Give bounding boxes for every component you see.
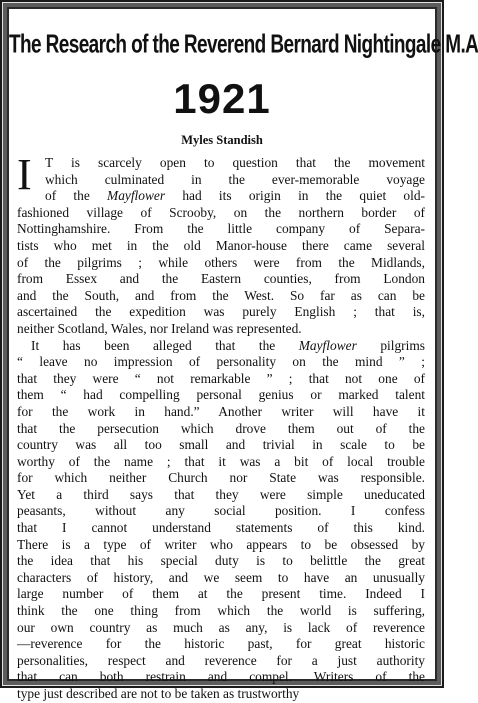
text-line: that can both restrain and compel. Writers of the [17,669,425,685]
text-line: personalities, respect and reverence for a just authority [17,652,425,668]
text-line: Yet a third says that they were simple uneducated [17,486,425,502]
text-line: neither Scotland, Wales, nor Ireland was represented. [17,320,302,336]
document-page [9,9,478,701]
text-line: that I cannot understand statements of this kind. [17,520,425,536]
text-line: that the persecution which drove them out of the [17,420,425,436]
article-lines [17,150,425,703]
text-line: which culminated in the ever-memorable voyage [45,171,425,187]
text-line: —reverence for the historic past, for great historic [17,636,425,652]
text-line: T is scarcely open to question that the movement [45,155,425,170]
text-line: and the South, and from the West. So far as can be [17,287,425,303]
text-line: large number of them at the present time. Indeed I [17,586,425,602]
text-line: of the pilgrims ; while others were from the Midlands, [17,254,425,270]
text-line: them “ had compelling personal genius or marked talent [17,387,425,403]
text-line: for the work in hand.” Another writer will have it [17,403,425,419]
text-line: from Essex and the Eastern counties, from London [17,271,425,287]
text-line: ascertained the expedition was purely English ; that is, [17,304,425,320]
text-line: fashioned village of Scrooby, on the northern border of [17,204,425,220]
text-line: peasants, without any social position. I confess [17,503,425,519]
document-year: 1921 [173,75,271,122]
text-line: think the one thing from which the world is suffering, [17,603,425,619]
text-line: for which neither Church nor State was responsible. [17,470,425,486]
text-line: the idea that his special duty is to belittle the great [17,553,425,569]
text-line: worthy of the name ; that it was a bit of local trouble [17,453,425,469]
text-line: Nottinghamshire. From the little company of Separa- [17,221,425,237]
author-name: Myles Standish [181,133,263,147]
text-line: type just described are not to be taken as trustworthy [17,686,300,701]
text-line: country was all too small and trivial in scale to be [17,437,425,453]
text-line: characters of history, and we seem to have an unusually [17,569,425,585]
text-line: tists who met in the old Manor-house there came several [17,237,425,253]
text-line: There is a type of writer who appears to be obsessed by [17,536,425,552]
text-line: It has been alleged that the Mayflower pilgrims [31,337,425,353]
drop-cap: I [17,150,32,199]
article-body [17,150,425,703]
text-line: of the Mayflower had its origin in the quiet old- [45,188,425,204]
text-line: “ leave no impression of personality on the mind ” ; [17,354,425,370]
text-line: that they were “ not remarkable ” ; that not one of [17,370,425,386]
text-line: our own country as much as any, is lack of reverence [17,619,425,635]
document-title: The Research of the Reverend Bernard Nightingale M.A [9,31,478,60]
